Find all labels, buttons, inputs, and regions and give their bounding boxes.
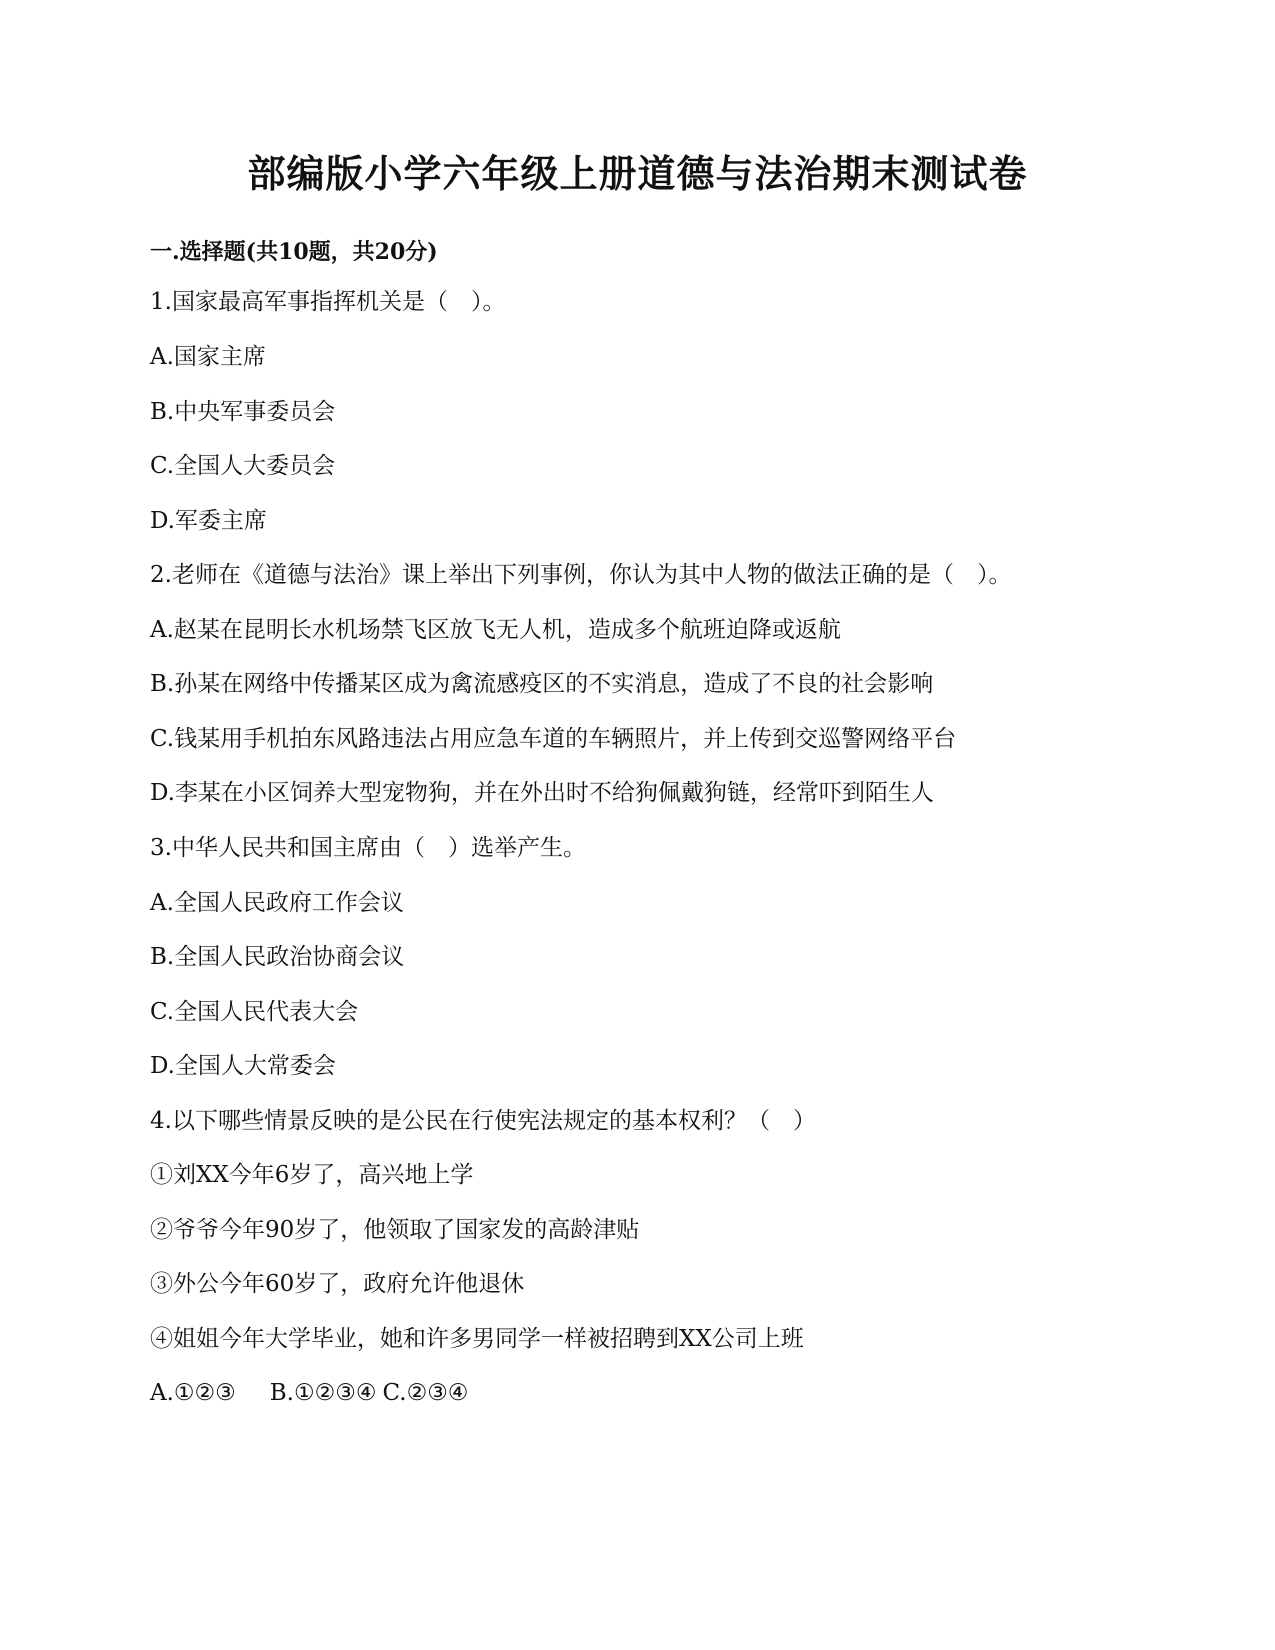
statement-item: ①刘XX今年6岁了，高兴地上学 bbox=[150, 1162, 474, 1188]
answer-option: C.全国人大委员会 bbox=[150, 453, 336, 479]
question-stem: 4.以下哪些情景反映的是公民在行使宪法规定的基本权利？（ ） bbox=[150, 1108, 816, 1134]
statement-item: ②爷爷今年90岁了，他领取了国家发的高龄津贴 bbox=[150, 1217, 640, 1243]
answer-option: A.国家主席 bbox=[150, 344, 266, 370]
statement-item: ④姐姐今年大学毕业，她和许多男同学一样被招聘到XX公司上班 bbox=[150, 1326, 804, 1352]
answer-option: D.全国人大常委会 bbox=[150, 1053, 336, 1079]
answer-option: A.①②③ bbox=[150, 1380, 236, 1406]
answer-option: C.②③④ bbox=[382, 1380, 469, 1406]
question-stem: 3.中华人民共和国主席由（ ）选举产生。 bbox=[150, 835, 586, 861]
answer-option: C.钱某用手机拍东风路违法占用应急车道的车辆照片，并上传到交巡警网络平台 bbox=[150, 726, 957, 752]
answer-option: A.赵某在昆明长水机场禁飞区放飞无人机，造成多个航班迫降或返航 bbox=[150, 617, 841, 643]
page-title: 部编版小学六年级上册道德与法治期末测试卷 bbox=[247, 151, 1028, 196]
section-heading: 一.选择题(共10题，共20分) bbox=[150, 239, 438, 265]
answer-option: B.全国人民政治协商会议 bbox=[150, 944, 405, 970]
answer-option: B.中央军事委员会 bbox=[150, 399, 336, 425]
question-stem: 2.老师在《道德与法治》课上举出下列事例，你认为其中人物的做法正确的是（ ）。 bbox=[150, 562, 1012, 588]
answer-option: D.军委主席 bbox=[150, 508, 267, 534]
answer-option: A.全国人民政府工作会议 bbox=[150, 890, 404, 916]
answer-options-row bbox=[150, 1377, 468, 1409]
answer-option: C.全国人民代表大会 bbox=[150, 999, 359, 1025]
answer-option: B.①②③④ bbox=[269, 1380, 377, 1406]
question-stem: 1.国家最高军事指挥机关是（ ）。 bbox=[150, 289, 506, 315]
answer-option: D.李某在小区饲养大型宠物狗，并在外出时不给狗佩戴狗链，经常吓到陌生人 bbox=[150, 780, 934, 806]
answer-option: B.孙某在网络中传播某区成为禽流感疫区的不实消息，造成了不良的社会影响 bbox=[150, 671, 934, 697]
statement-item: ③外公今年60岁了，政府允许他退休 bbox=[150, 1271, 525, 1297]
